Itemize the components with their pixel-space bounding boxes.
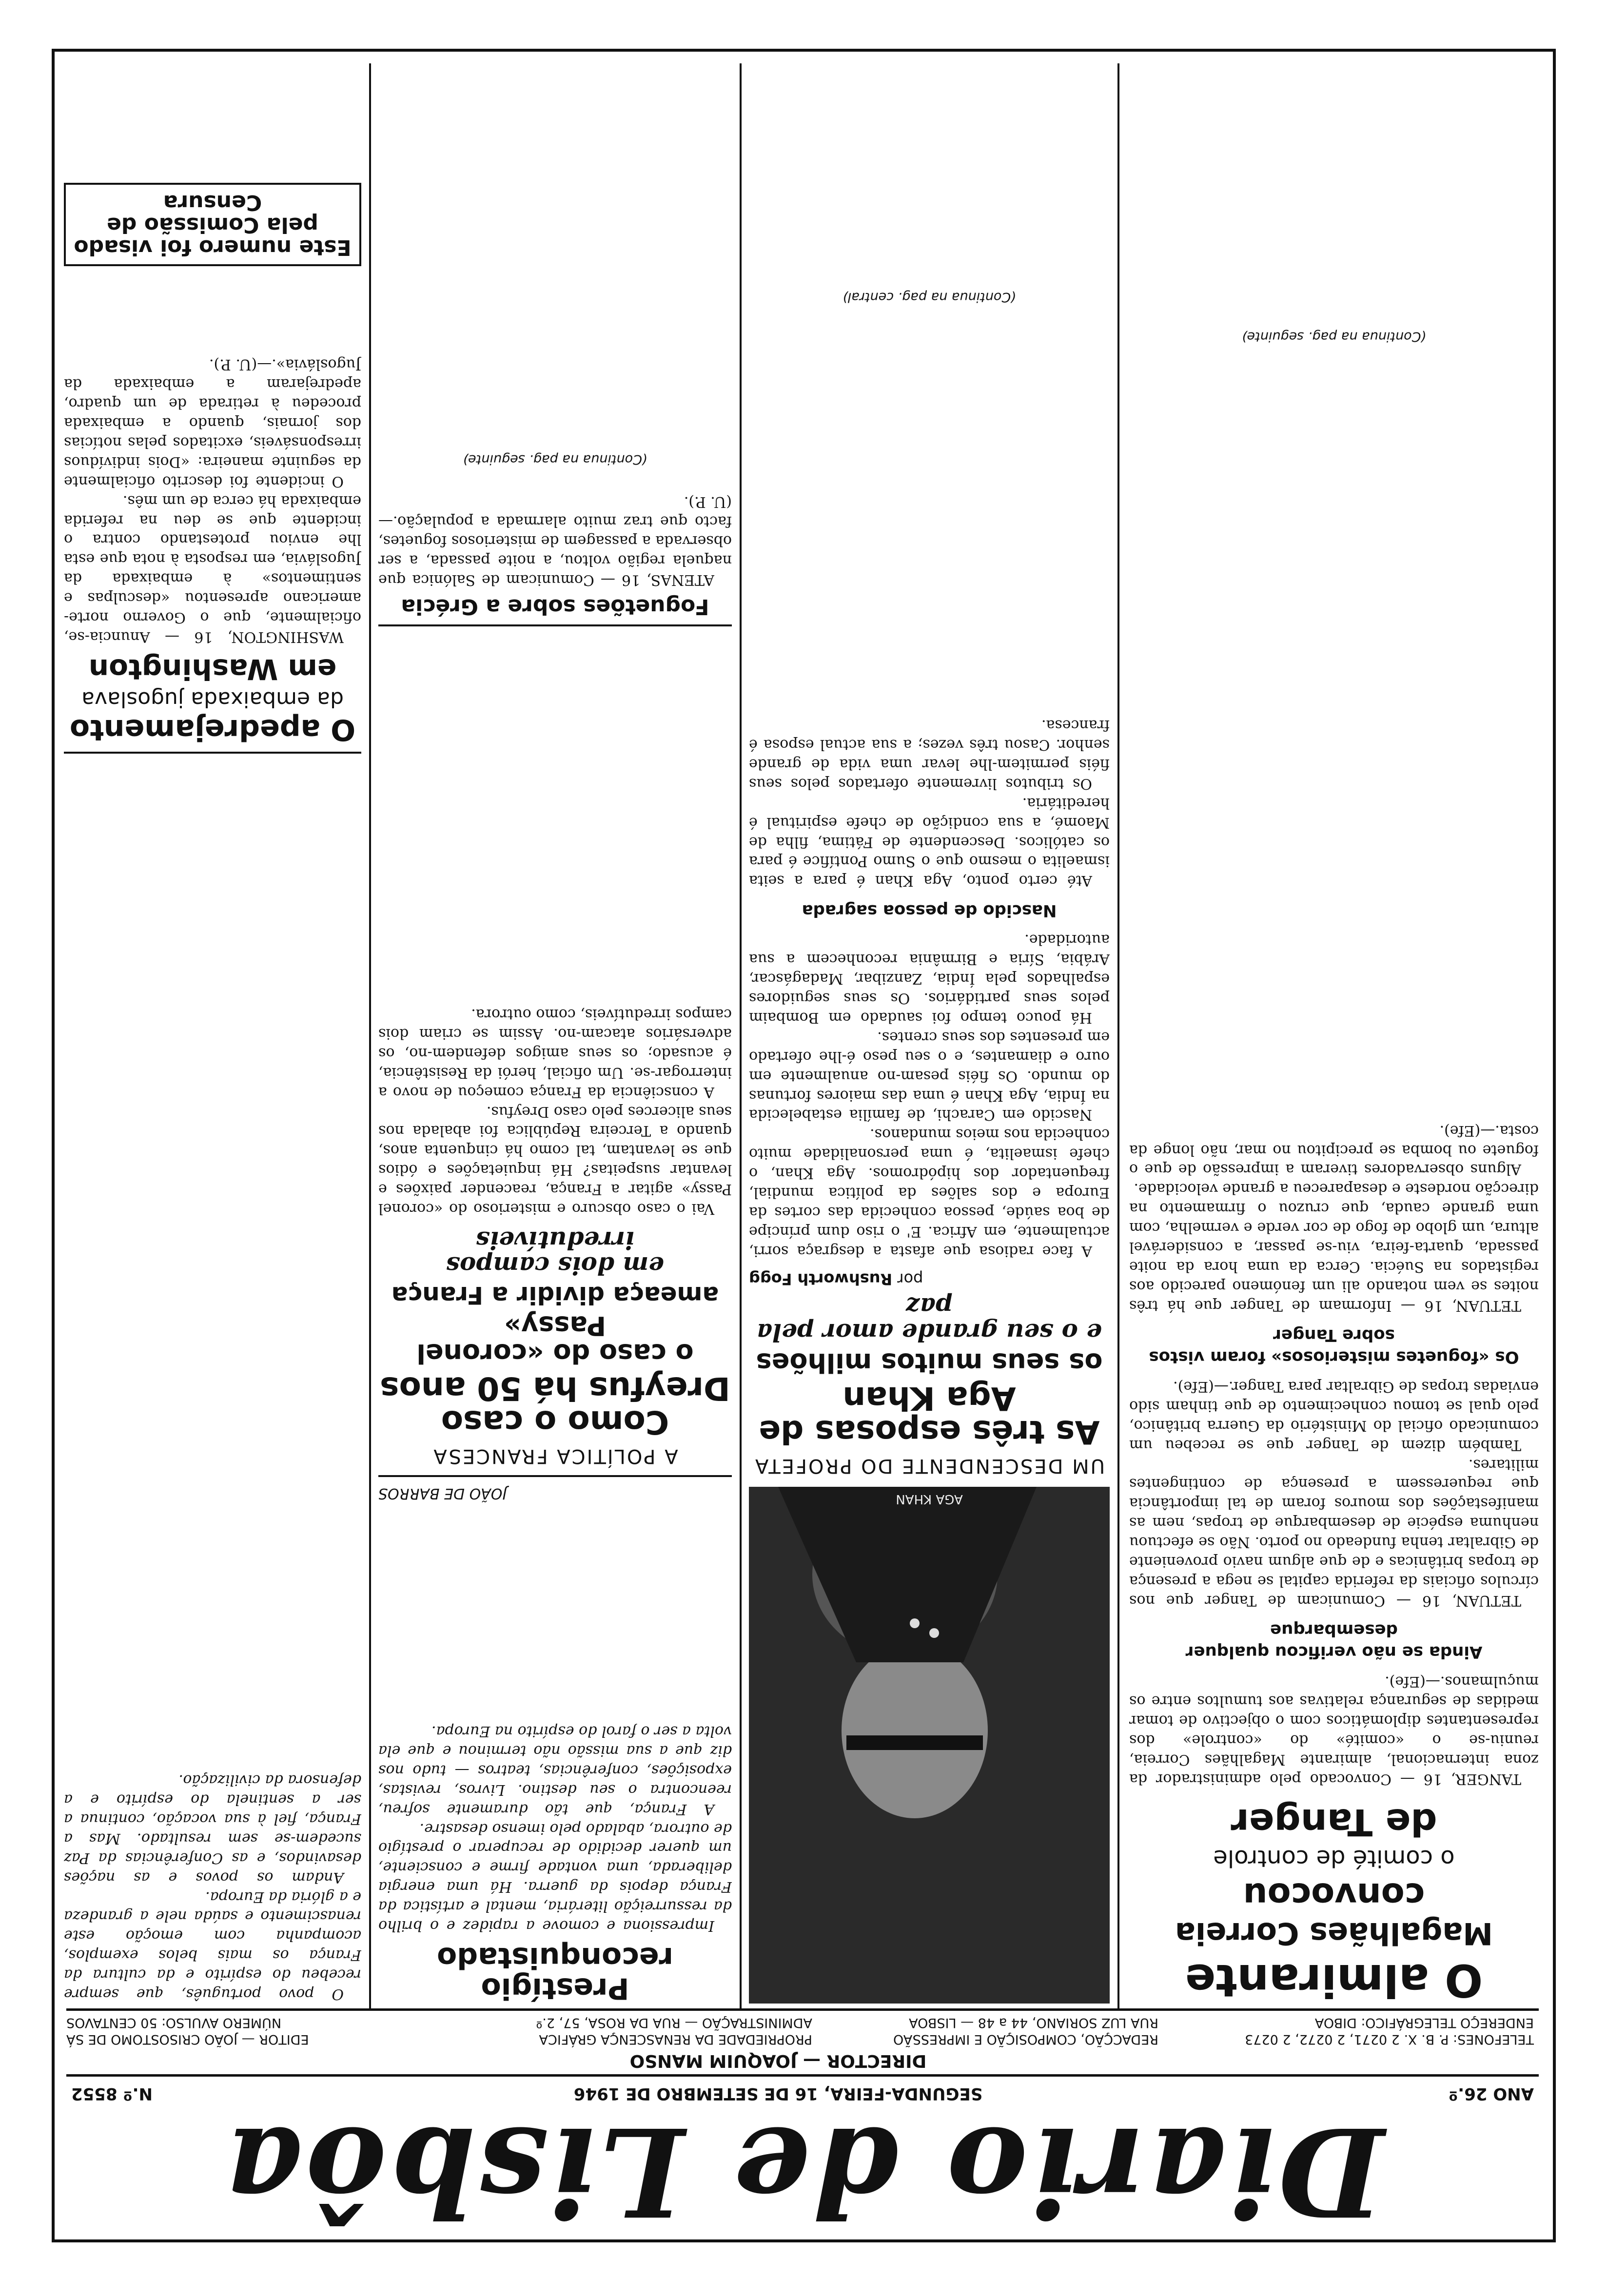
dreyfus-continued: (Continua na pag. seguinte) bbox=[463, 451, 647, 467]
phones-text: TELEFONES: P. B. X. 2 0271, 2 0272, 2 0273 bbox=[1245, 2032, 1534, 2047]
aga-khan-subhead: Nascido de pessoa sagrada bbox=[802, 900, 1057, 920]
section-rule bbox=[378, 1476, 732, 1478]
aga-khan-paragraph: Há pouco tempo foi saudado em Bombaim pelos seus partidários. Os seus seguidores espalhados pela Índia, Zanzibar, Madagáscar, Arábia, Síria e Birmânia reconhecem a sua autoridade. bbox=[749, 931, 1110, 1027]
masthead-year: ANO 26.º bbox=[1449, 2084, 1534, 2103]
almirante-paragraph: TANGER, 16 — Convocado pelo administrador da zona internacional, almirante Magalhães Correia, reuniu-se o «comité» do «controle» dos representantes diplomáticos com o objectivo de tomar medidas de segurança relativas aos tumultos entre os muçulmanos.—(Efe). bbox=[1129, 1673, 1539, 1788]
column-rule-1 bbox=[1117, 63, 1119, 2008]
prestigio-headline: Prestígio reconquistado bbox=[436, 1941, 674, 2005]
almirante-headline-4: o comité de controle bbox=[1213, 1844, 1455, 1872]
masthead-bottom-rule bbox=[66, 2008, 1539, 2011]
aga-khan-photo bbox=[749, 1487, 1110, 2004]
dreyfus-headline-3: ameaça dividir a França bbox=[391, 1281, 719, 1309]
dreyfus-kicker: A POLÍTICA FRANCESA bbox=[432, 1445, 678, 1468]
dreyfus-headline-4: em dois campos irredutíveis bbox=[446, 1226, 665, 1281]
editor-text: EDITOR — JOÃO CRISOSTOMO DE SÁ bbox=[66, 2032, 309, 2047]
washington-headline-2: da embaixada jugoslava bbox=[81, 687, 344, 712]
washington-paragraph: O incidente foi descrito oficialmente da seguinte maneira: «Dois indivíduos irresponsáveis, excitados pelas notícias dos jornais, quando a embaixada procedeu à retirada de um quadro, apedrejaram a embaixada da Jugoslávia».—(U. P.). bbox=[64, 356, 361, 490]
aga-khan-byline bbox=[749, 1269, 1110, 1289]
section-rule-3 bbox=[64, 752, 361, 754]
article-aga-khan bbox=[749, 73, 1110, 2004]
aga-khan-paragraph: Nascido em Carachi, de família estabelecida na Índia, Aga Khan é uma das maiores fortunas do mundo. Os fiéis pesam-no anualmente em ouro e diamantes, e o seu peso é-lhe ofertado em presentes dos seus crentes. bbox=[749, 1028, 1110, 1124]
dreyfus-body bbox=[378, 633, 732, 1218]
foguetes-paragraph: Alguns observadores tiveram a impressão de que o foguete ou bomba se precipitou no mar, não longe da costa.—(Efe). bbox=[1129, 1122, 1539, 1178]
aga-khan-body bbox=[749, 310, 1110, 1261]
washington-headline-3: em Washington bbox=[88, 652, 337, 686]
censor-notice: Este numero foi visado pela Comissão de Censura bbox=[64, 183, 361, 266]
almirante-continued: (Continua na pag. seguinte) bbox=[1242, 329, 1426, 344]
prestigio-author: JOÃO DE BARROS bbox=[378, 1485, 507, 1502]
article-washington bbox=[64, 73, 361, 2004]
photo-caption: AGA KHAN bbox=[896, 1492, 963, 1506]
aga-khan-portrait bbox=[749, 1487, 1110, 2004]
aga-khan-headline: As três esposas de Aga Khan bbox=[759, 1379, 1100, 1451]
almirante-headline-2: Magalhães Correia bbox=[1175, 1916, 1493, 1952]
redaction-text: REDACÇÃO, COMPOSIÇÃO E IMPRESSÃO bbox=[893, 2032, 1158, 2047]
section-rule-2 bbox=[378, 624, 732, 626]
almirante-paragraph: Também dizem de Tanger que se recebeu um comunicado oficial do Ministério da Guerra britânico, pelo qual se tomou conhecimento de que tinham sido enviadas tropas de Gibraltar para Tanger.—(Efe). bbox=[1129, 1378, 1539, 1454]
dreyfus-headline-2: o caso do «coronel Passy» bbox=[416, 1310, 694, 1369]
aga-khan-paragraph: A face radiosa que afasta a desgraça sorri, actualmente, em Africa. E' o riso dum príncipe de boa saúde, pessoa conhecida das cortes da Europa e dos salões da política mundial, frequentador dos hipódromos. Aga Khan, o chefe ismaelita, é uma personalidade muito conhecida nos meios mundanos. bbox=[749, 1126, 1110, 1260]
foguetes-paragraph: TETUAN, 16 — Informam de Tanger que há três noites se vem notando ali um fenómeno parecido aos registados na Suécia. Cerca da uma hora da noite passada, quarta-feira, viu-se passar, a considerável altura, um globo de fogo de cor verde e vermelha, com uma grande cauda, que cruzou o firmamento na direcção nordeste e desapareceu a grande velocidade. bbox=[1129, 1180, 1539, 1314]
essay-body bbox=[64, 760, 361, 2004]
prestigio-paragraph: Impressiona e comove a rapidez e o brilho da ressurreição literária, mental e artística da França depois da guerra. Há uma energia deliberada, uma vontade firme e consciente, um querer decidido de recuperar o prestígio de outrora, abalado pelo imenso desastre. bbox=[378, 1820, 732, 1934]
masthead-director: DIRECTOR — JOAQUIM MANSO bbox=[629, 2051, 927, 2071]
prestigio-lead bbox=[378, 1506, 732, 1935]
redaction-address: RUA LUZ SORIANO, 44 a 48 — LISBOA bbox=[909, 2015, 1158, 2031]
masthead-redaction bbox=[817, 2015, 1158, 2048]
byline-prefix: por bbox=[897, 1269, 923, 1288]
byline-author: Rushworth Fogg bbox=[749, 1269, 893, 1288]
aga-khan-paragraph: Até certo ponto, Aga Khan é para a seita ismaelita o mesmo que o Sumo Pontífice é para os católicos. Descendente de Fátima, filha de Maomé, a sua condição de chefe espiritual é hereditária. bbox=[749, 794, 1110, 890]
administration-text: ADMINISTRAÇÃO — RUA DA ROSA, 57, 2.º bbox=[536, 2015, 812, 2031]
masthead-phones bbox=[1163, 2015, 1534, 2048]
aga-khan-headline-2: os seus muitos milhões bbox=[756, 1347, 1103, 1379]
dreyfus-headline: Como o caso Dreyfus há 50 anos bbox=[380, 1370, 730, 1441]
foguetes-subhead: Os «foguetes misteriosos» foram vistos sobre Tanger bbox=[1149, 1325, 1519, 1367]
essay-paragraph: O povo português, que sempre recebeu do espírito e da cultura da França os mais belos exemplos, acompanha com emoção este renascimento e saúda nele a grandeza e a glória da Europa. bbox=[64, 1888, 361, 2003]
aga-khan-headline-3: e o seu grande amor pela paz bbox=[756, 1292, 1102, 1347]
masthead-property bbox=[461, 2015, 812, 2048]
property-text: PROPRIEDADE DA RENASCENÇA GRÁFICA bbox=[539, 2032, 812, 2047]
washington-body bbox=[64, 276, 361, 646]
column-rule-3 bbox=[369, 63, 371, 2008]
dreyfus-paragraph: Vai o caso obscuro e misterioso do «coronel Passy» agitar a França, reacender paixões e levantar suspeitas? Há inquietações e ódios que se levantam, tal como há cinquenta anos, quando a Terceira República foi abalada nos seus alicerces pelo caso Dreyfus. bbox=[378, 1103, 732, 1218]
grecia-paragraph: ATENAS, 16 — Comunicam de Salónica que naquela região voltou, a noite passada, a ser observada a passagem de misteriosos foguetes, facto que traz muito alarmada a população.—(U. P.). bbox=[378, 493, 732, 588]
washington-headline: O apedrejamento bbox=[69, 713, 356, 747]
column-rule-2 bbox=[740, 63, 742, 2008]
telegraph-text: ENDEREÇO TELEGRÁFICO: DIBOA bbox=[1314, 2015, 1534, 2031]
essay-paragraph: Andam os povos e as nações desavindos, e as Conferências da Paz sucedem-se sem resultado. Mas a França, fiel à sua vocação, continua a ser a sentinela do espírito e a defensora da civilização. bbox=[64, 1771, 361, 1886]
prestigio-paragraph: A França, que tão duramente sofreu, reencontra o seu destino. Livros, revistas, exposições, conferências, teatros — tudo nos diz que a sua missão não terminou e que ela volta a ser o farol do espírito na Europa. bbox=[378, 1723, 732, 1818]
almirante-headline-5: de Tanger bbox=[1231, 1801, 1437, 1845]
masthead-number: N.º 8552 bbox=[71, 2084, 153, 2103]
masthead-editor bbox=[66, 2015, 456, 2048]
almirante-headline: O almirante bbox=[1185, 1954, 1483, 2006]
masthead-date: SEGUNDA-FEIRA, 16 DE SETEMBRO DE 1946 bbox=[573, 2084, 983, 2103]
price-text: NÚMERO AVULSO: 50 CENTAVOS bbox=[66, 2015, 282, 2031]
aga-khan-kicker: UM DESCENDENTE DO PROFETA bbox=[754, 1455, 1105, 1477]
masthead-title: Diario de Lisbôa bbox=[220, 2100, 1385, 2243]
washington-paragraph: WASHINGTON, 16 — Anuncia-se, oficialmente, que o Governo norte-americano apresentou «desculpas e sentimentos» à embaixada da Jugoslávia, em resposta à nota que esta lhe enviou protestando contra o incidente que se deu na referida embaixada há cerca de um mês. bbox=[64, 492, 361, 645]
aga-khan-continued: (Continua na pag. central) bbox=[843, 289, 1016, 305]
masthead-rule bbox=[66, 2074, 1539, 2077]
article-almirante bbox=[1129, 73, 1539, 2004]
almirante-headline-3: convocou bbox=[1243, 1875, 1425, 1916]
aga-khan-paragraph: Os tributos livremente ofertados pelos seus fiéis permitem-lhe levar uma vida de grande senhor. Casou três vezes; a sua actual esposa é francesa. bbox=[749, 717, 1110, 792]
grecia-body bbox=[378, 472, 732, 589]
article-prestigio bbox=[378, 73, 732, 2004]
almirante-paragraph: TETUAN, 16 — Comunicam de Tanger que nos círculos oficiais da referida capital se nega a presença de tropas britânicas e de que algum navio proveniente de Gibraltar tenha fundeado no porto. Não se efectuou nenhuma espécie de desembarque de tropas, nem as manifestações dos mouros foram de tal importância que requeressem a presença de contingentes militares. bbox=[1129, 1456, 1539, 1609]
almirante-body bbox=[1129, 350, 1539, 1789]
almirante-subhead: Ainda se não verificou qualquer desembarque bbox=[1185, 1620, 1483, 1662]
dreyfus-paragraph: A consciência da França começou de novo a interrogar-se. Um oficial, herói da Resistência, é acusado; os seus amigos defendem-no, os adversários atacam-no. Assim se criam dois campos irredutíveis, como outrora. bbox=[378, 1006, 732, 1101]
grecia-headline: Foguetões sobre a Grécia bbox=[401, 594, 709, 620]
